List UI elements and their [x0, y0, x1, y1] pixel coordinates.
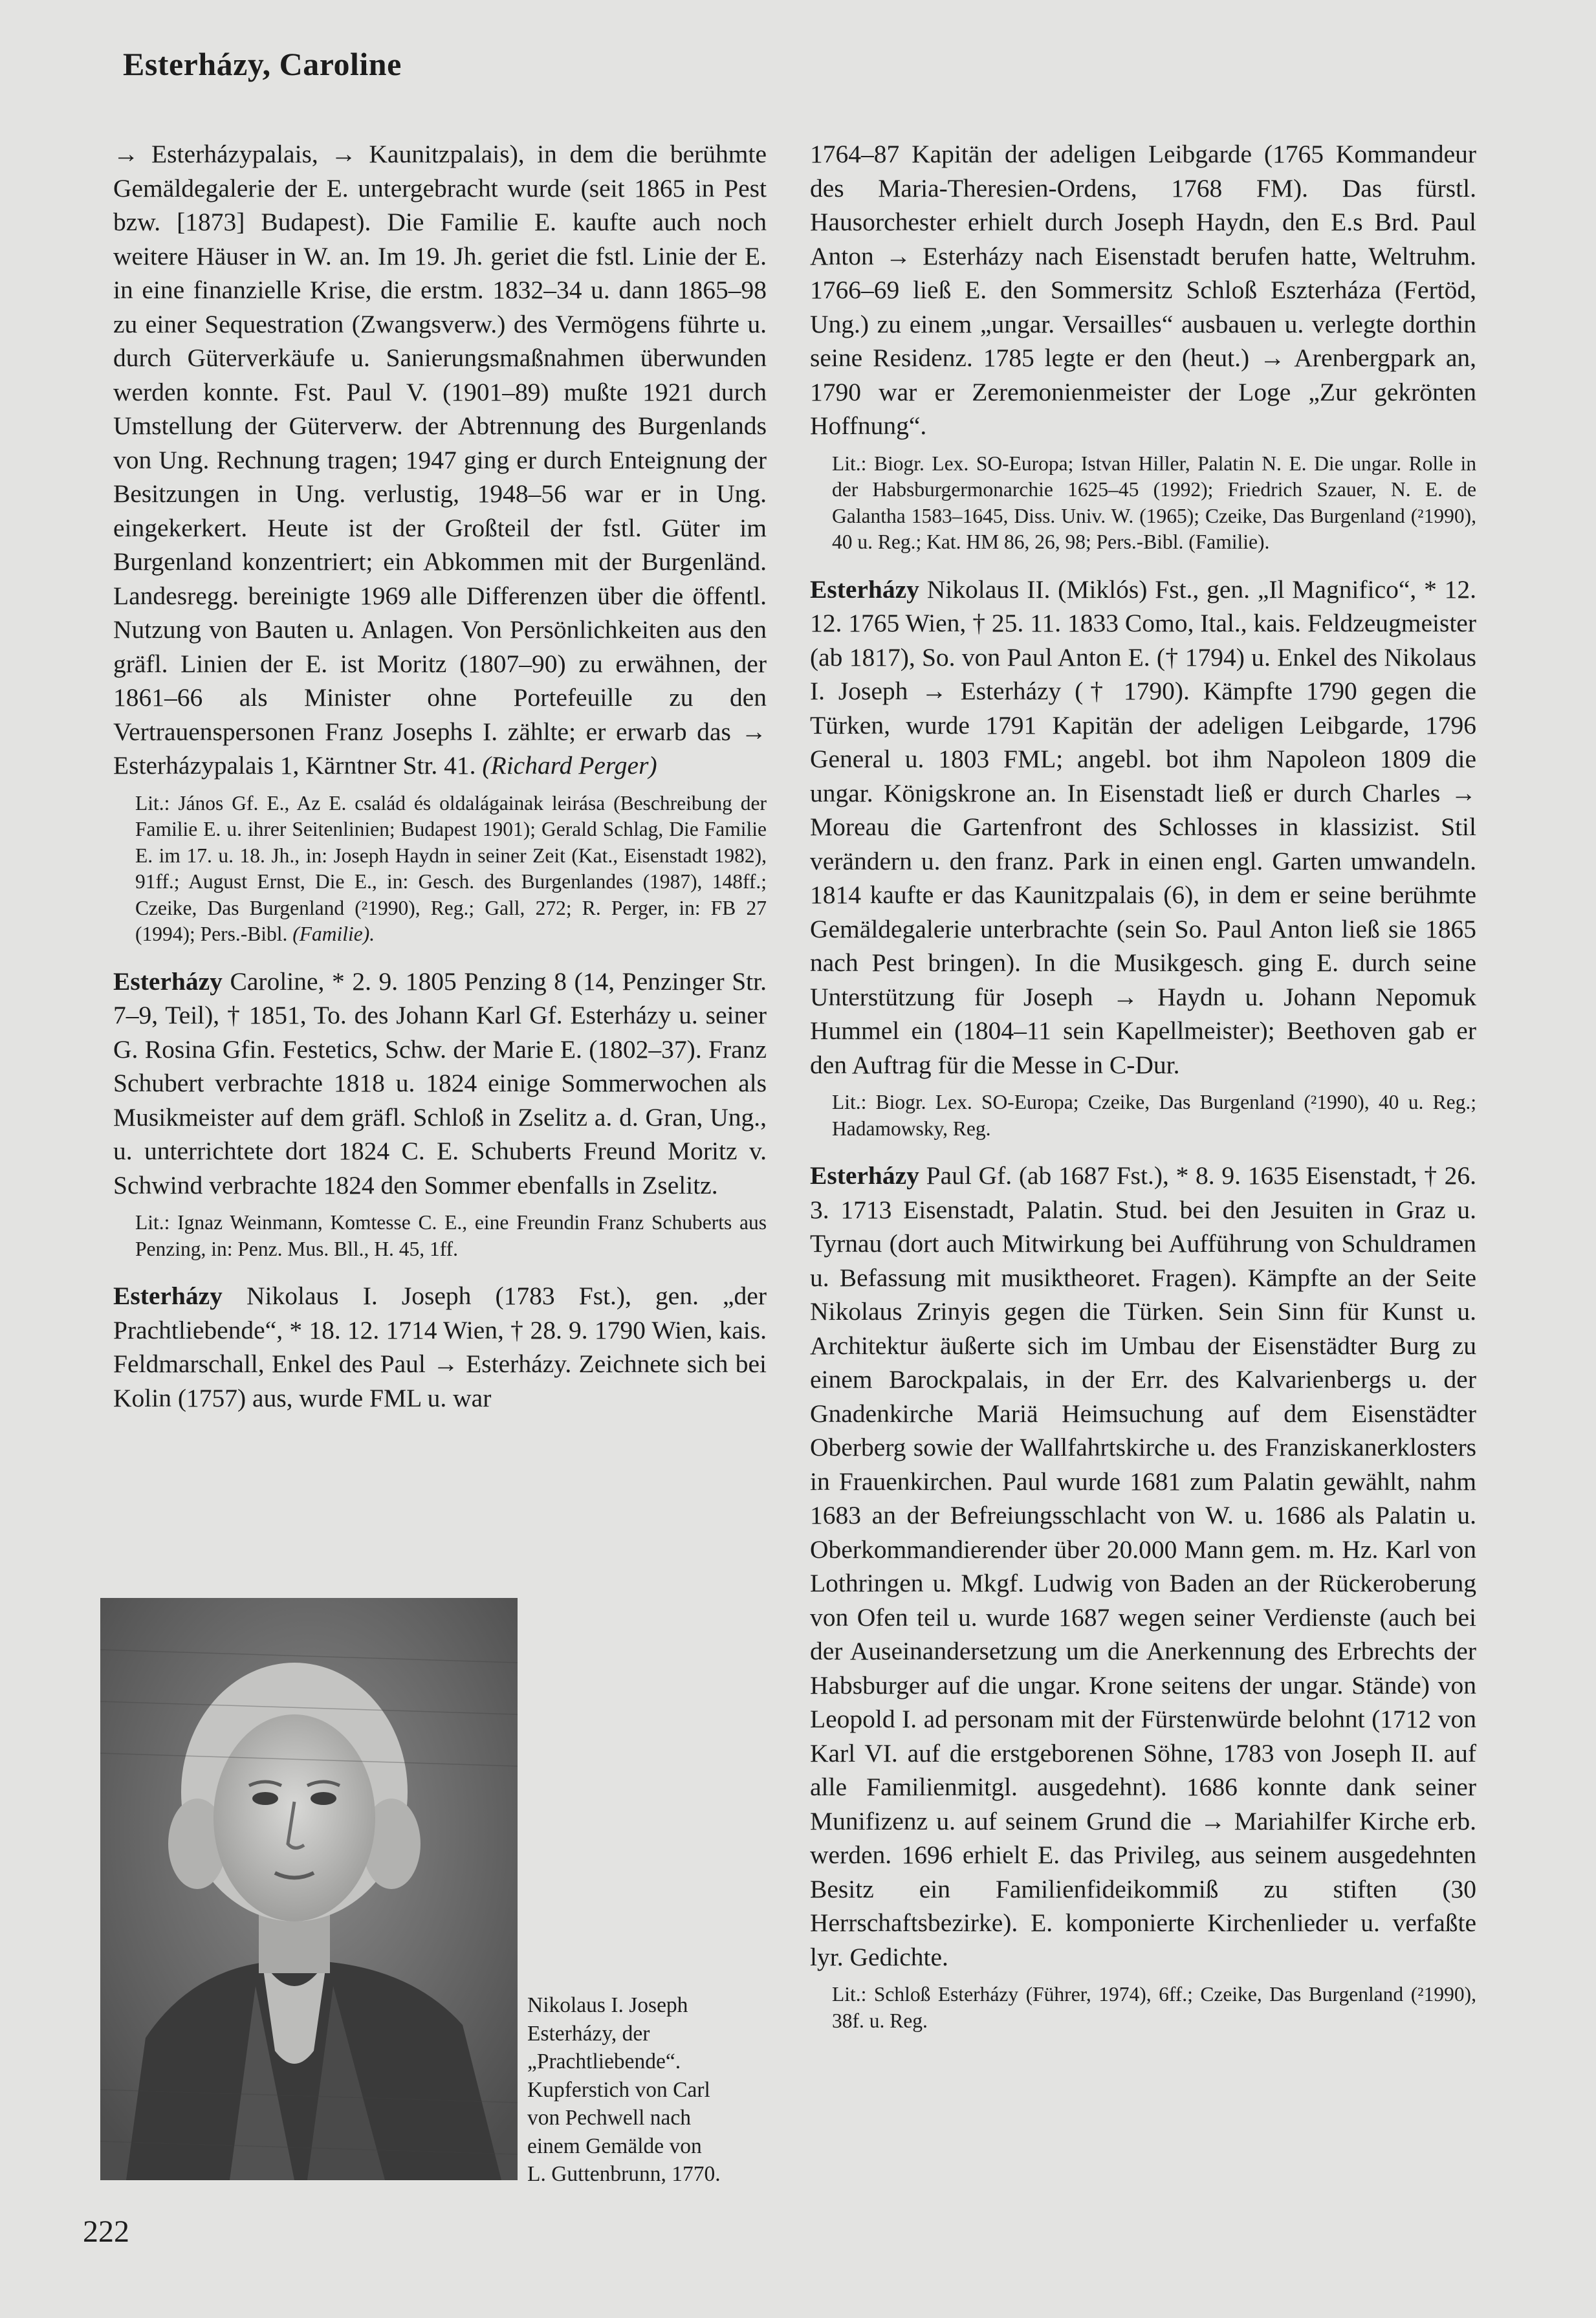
- entry-paul: [810, 1159, 1476, 1974]
- entry-text: Paul Gf. (ab 1687 Fst.), * 8. 9. 1635 Eisenstadt, † 26. 3. 1713 Eisenstadt, Palatin. Stud. bei den Jesuiten in Graz u. Tyrnau (dort auch Mitwirkung bei Aufführung von Schuldramen u. Befassung mit musiktheoret. Fragen). Kämpfte an der Seite Nikolaus Zrinyis gegen die Türken. Sein Sinn für Kunst u. Architektur äußerte sich im Umbau der Eisenstädter Burg zu einem Barockpalais, in der Err. des Kalvarienbergs u. der Gnadenkirche Mariä Heimsuchung auf dem Eisenstädter Oberberg sowie der Wallfahrtskirche u. des Franziskanerklosters in Frauenkirchen. Paul wurde 1681 zum Palatin gewählt, nahm 1683 an der Befreiungsschlacht von W. u. 1686 als Palatin u. Oberkommandierender über 20.000 Mann gem. m. Hz. Karl von Lothringen u. Mkgf. Ludwig von Baden an der Rückeroberung von Ofen teil u. wurde 1687 wegen seiner Verdienste (auch bei der Auseinandersetzung um die Anerkennung des Erbrechts der Habsburger auf die ungar. Krone seitens der ungar. Stände) von Leopold I. ad personam mit der Fürstenwürde belohnt (1712 von Karl VI. auf die erstgeborenen Söhne, 1783 von Joseph II. auf alle Familienmitgl. ausgedehnt). 1686 konnte dank seiner Munifizenz u. auf seinem Grund die → Mariahilfer Kirche erb. werden. 1696 erhielt E. das Privileg, aus seinem ausgedehnten Besitz ein Familienfideikommiß zu stiften (30 Herrschaftsbezirke). E. komponierte Kirchenlieder u. verfaßte lyr. Gedichte.: [810, 1161, 1476, 1971]
- entry-nikolaus-i: [113, 1279, 767, 1415]
- literature-note: Lit.: Biogr. Lex. SO-Europa; Czeike, Das Burgenland (²1990), 40 u. Reg.; Hadamowsky, Reg.: [832, 1091, 1476, 1140]
- literature-note: [135, 791, 767, 948]
- figure-caption: [527, 1991, 773, 2189]
- caption-line: einem Gemälde von: [527, 2134, 702, 2158]
- entry-nikolaus-ii: [810, 573, 1476, 1082]
- literature-note: Lit.: Biogr. Lex. SO-Europa; Istvan Hiller, Palatin N. E. Die ungar. Rolle in der Habsburgermonarchie 1625–45 (1992); Friedrich Szauer, N. E. de Galantha 1583–1645, Diss. Univ. W. (1965); Czeike, Das Burgenland (²1990), 40 u. Reg.; Kat. HM 86, 26, 98; Pers.-Bibl. (Familie).: [832, 452, 1476, 553]
- literature-note: Lit.: Ignaz Weinmann, Komtesse C. E., eine Freundin Franz Schuberts aus Penzing, in: Penz. Mus. Bll., H. 45, 1ff.: [135, 1211, 767, 1260]
- literature-italic: (Familie).: [292, 923, 375, 945]
- entry-text: Nikolaus I. Joseph (1783 Fst.), gen. „der Prachtliebende“, * 18. 12. 1714 Wien, † 28. 9. 1790 Wien, kais. Feldmarschall, Enkel des Paul → Esterházy. Zeichnete sich bei Kolin (1757) aus, wurde FML u. war: [113, 1282, 767, 1412]
- article-continuation: [113, 137, 767, 783]
- entry-continuation: 1764–87 Kapitän der adeligen Leibgarde (1765 Kommandeur des Maria-Theresien-Ordens, 1768 FM). Das fürstl. Hausorchester erhielt durch Joseph Haydn, den E.s Brd. Paul Anton → Esterházy nach Eisenstadt berufen hatte, Weltruhm. 1766–69 ließ E. den Sommersitz Schloß Eszterháza (Fertöd, Ung.) zu einem „ungar. Versailles“ ausbauen u. verlegte dorthin seine Residenz. 1785 legte er den (heut.) → Arenbergpark an, 1790 war er Zeremonienmeister der Loge „Zur gekrönten Hoffnung“.: [810, 140, 1476, 440]
- article-text: → Esterházypalais, → Kaunitzpalais), in dem die berühmte Gemäldegalerie der E. untergebracht wurde (seit 1865 in Pest bzw. [1873] Budapest). Die Familie E. kaufte auch noch weitere Häuser in W. an. Im 19. Jh. geriet die fstl. Linie der E. in eine finanzielle Krise, die erstm. 1832–34 u. dann 1865–98 zu einer Sequestration (Zwangsverw.) des Vermögens führte u. durch Güterverkäufe u. Sanierungsmaßnahmen überwunden werden konnte. Fst. Paul V. (1901–89) mußte 1921 durch Umstellung der Güterverw. der Abtrennung des Burgenlands von Ung. Rechnung tragen; 1947 ging er durch Enteignung der Besitzungen in Ung. verlustig, 1948–56 war er in Ung. eingekerkert. Heute ist der Großteil der fstl. Güter im Burgenland konzentriert; ein Abkommen mit der Burgenländ. Landesregg. bereinigte 1969 alle Differenzen über die öffentl. Nutzung von Bauten u. Anlagen. Von Persönlichkeiten aus den gräfl. Linien der E. ist Moritz (1807–90) zu erwähnen, der 1861–66 als Minister ohne Portefeuille zu den Vertrauenspersonen Franz Josephs I. zählte; er erwarb das → Esterházypalais 1, Kärntner Str. 41.: [113, 140, 767, 780]
- entry-text: Caroline, * 2. 9. 1805 Penzing 8 (14, Penzinger Str. 7–9, Teil), † 1851, To. des Johann Karl Gf. Esterházy u. seiner G. Rosina Gfin. Festetics, Schw. der Marie E. (1802–37). Franz Schubert verbrachte 1818 u. 1824 einige Sommerwochen als Musikmeister auf dem gräfl. Schloß in Zselitz a. d. Gran, Ung., u. unterrichtete dort 1824 C. E. Schuberts Freund Moritz v. Schwind verbrachte 1824 den Sommer ebenfalls in Zselitz.: [113, 967, 767, 1199]
- page-number: 222: [83, 2214, 129, 2249]
- article-author: (Richard Perger): [482, 751, 657, 780]
- caption-line: Kupferstich von Carl: [527, 2077, 710, 2102]
- entry-headword: Esterházy: [113, 1282, 223, 1310]
- entry-headword: Esterházy: [810, 574, 919, 604]
- portrait-engraving: [100, 1598, 518, 2180]
- caption-line: „Prachtliebende“.: [527, 2050, 681, 2073]
- entry-text: Nikolaus II. (Miklós) Fst., gen. „Il Magnifico“, * 12. 12. 1765 Wien, † 25. 11. 1833 Como, Ital., kais. Feldzeugmeister (ab 1817), So. von Paul Anton E. († 1794) u. Enkel des Nikolaus I. Joseph → Esterházy († 1790). Kämpfte 1790 gegen die Türken, wurde 1791 Kapitän der adeligen Leibgarde, 1796 General u. 1803 FML; angebl. bot ihm Napoleon 1809 die ungar. Königskrone an. In Eisenstadt ließ er durch Charles → Moreau die Gartenfront des Schlosses in klassizist. Stil verändern u. den franz. Park in einen engl. Garten umwandeln. 1814 kaufte er das Kaunitzpalais (6), in dem er seine berühmte Gemäldegalerie unterbrachte (sein So. Paul Anton ließ sie 1865 nach Pest bringen). In die Musikgesch. ging E. durch seine Unterstützung für Joseph → Haydn u. Johann Nepomuk Hummel ein (1804–11 sein Kapellmeister); Beethoven gab er den Auftrag für die Messe in C-Dur.: [810, 574, 1476, 1079]
- entry-caroline: [113, 965, 767, 1203]
- caption-line: Esterházy, der: [527, 2021, 650, 2046]
- literature-text: Lit.: János Gf. E., Az E. család és oldalágainak leirása (Beschreibung der Familie E. u. ihrer Seitenlinien; Budapest 1901); Gerald Schlag, Die Familie E. im 17. u. 18. Jh., in: Joseph Haydn in seiner Zeit (Kat., Eisenstadt 1982), 91ff.; August Ernst, Die E., in: Gesch. des Burgenlandes (1987), 148ff.; Czeike, Das Burgenland (²1990), Reg.; Gall, 272; R. Perger, in: FB 27 (1994); Pers.-Bibl.: [135, 791, 767, 945]
- page-header: Esterházy, Caroline: [123, 46, 402, 82]
- literature-note: Lit.: Schloß Esterházy (Führer, 1974), 6ff.; Czeike, Das Burgenland (²1990), 38f. u. Reg.: [832, 1983, 1476, 2032]
- caption-line: Nikolaus I. Joseph: [527, 1993, 688, 2017]
- entry-headword: Esterházy: [810, 1161, 919, 1190]
- caption-line: von Pechwell nach: [527, 2106, 692, 2130]
- caption-line: L. Guttenbrunn, 1770.: [527, 2162, 721, 2186]
- left-column: [113, 137, 767, 1415]
- right-column: [810, 137, 1476, 2034]
- entry-headword: Esterházy: [113, 967, 223, 996]
